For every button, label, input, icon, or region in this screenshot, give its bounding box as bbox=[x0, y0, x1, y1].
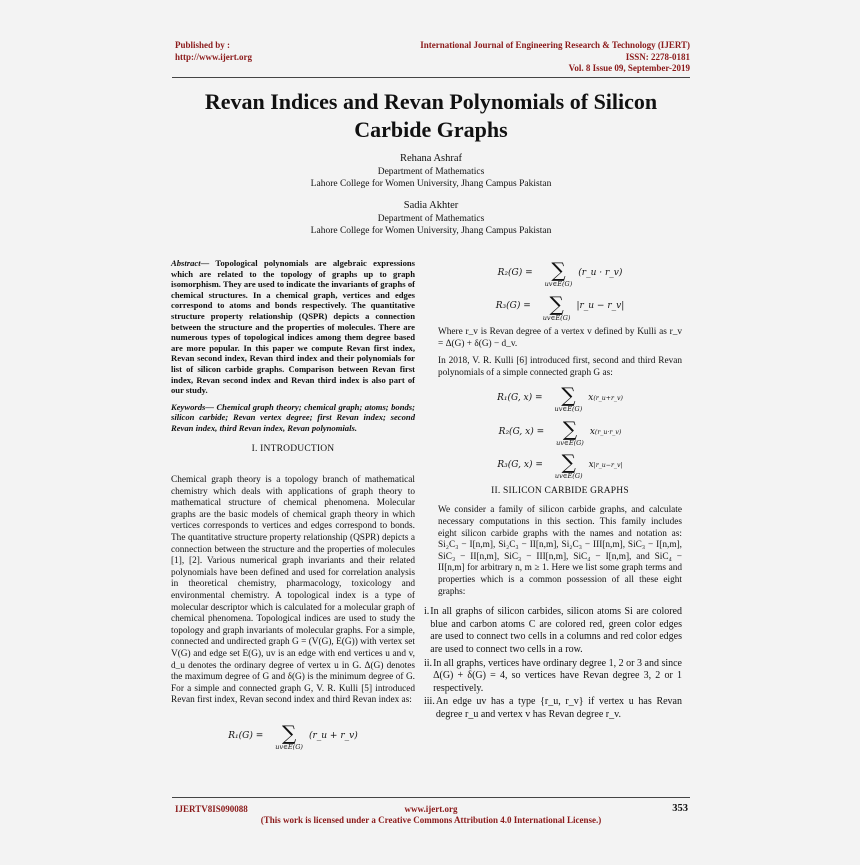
eq-lhs: R₂(G, x) = bbox=[498, 426, 545, 437]
abstract-label: Abstract— bbox=[171, 258, 210, 268]
revan-degree-definition: Where r_v is Revan degree of a vertex v defined by Kulli as r_v = Δ(G) + δ(G) − d_v. bbox=[438, 327, 682, 349]
eq-lhs: R₃(G, x) = bbox=[497, 460, 543, 471]
eq-lhs: R₂(G) = bbox=[497, 267, 533, 278]
author-name: Rehana Ashraf bbox=[399, 153, 463, 164]
eq-base: x bbox=[588, 460, 594, 471]
publisher-header bbox=[175, 40, 252, 63]
equation-revan-first-index bbox=[171, 720, 415, 751]
list-item-text: An edge uv has a type {r_u, r_v} if vertex u has Revan degree r_u and vertex v has Revan degree r_v. bbox=[435, 696, 682, 720]
author-dept: Department of Mathematics bbox=[377, 213, 485, 224]
summation-symbol: ∑ uv∈E(G) bbox=[554, 383, 583, 414]
abstract-text: Topological polynomials are algebraic expressions which are related to the topology of graphs up to graph isomorphism. They are used to indicate the invariants of graphs of chemical structures. In a chemical graph, vertices and edges correspond to atoms and bonds respectively. The quantitative structure property relationship (QSPR) depicts a connection between the structure and the properties of molecules. There are numerous types of topological indices among them degree based are more popular. In this paper we compute Revan first index, Revan second index, Revan third index and their polynomials for list of silicon carbide graphs. Comparison between Revan first index, Revan second index and Revan third index is also part of our study. bbox=[171, 258, 415, 396]
author-block-1 bbox=[172, 153, 690, 191]
list-item bbox=[424, 657, 682, 696]
equation-revan-second-polynomial bbox=[438, 416, 682, 447]
equation-revan-first-polynomial bbox=[438, 385, 682, 413]
summation-symbol: ∑ uv∈E(G) bbox=[554, 450, 583, 481]
eq-base: x bbox=[588, 393, 594, 404]
kulli-polynomials-intro: In 2018, V. R. Kulli [6] introduced first, second and third Revan polynomials of a simple connected graph G as: bbox=[438, 356, 682, 378]
title-line-1: Revan Indices and Revan Polynomials of Silicon bbox=[204, 89, 658, 114]
summation-symbol: ∑ uv∈E(G) bbox=[544, 258, 573, 288]
list-item-number: iii. bbox=[424, 696, 435, 708]
list-item-text: In all graphs, vertices have ordinary degree 1, 2 or 3 and since Δ(G) + δ(G) = 4, so vertices have Revan degree 3, 2 or 1 respectively. bbox=[433, 657, 682, 694]
keywords-text: Chemical graph theory; chemical graph; atoms; bonds; silicon carbide; Revan vertex degree; first Revan index; second Revan index, third Revan index, Revan polynomials. bbox=[171, 401, 415, 433]
author-name: Sadia Akhter bbox=[403, 200, 459, 211]
silicon-carbide-paragraph: We consider a family of silicon carbide graphs, and calculate necessary computations in this section. This family includes eight silicon carbide graphs with the names and notation as: Si₂C₃ − I[n,m], Si₂C₃ − II[n,m], Si₂C₃ − III[n,m], SiC₃ − I[n,m], SiC₃ − II[n,m], SiC₃ − III[n,m], SiC₄ − I[n,m], and SiC₄ − II[n,m] for arbitrary n, m ≥ 1. Here we list some graph terms and properties which is a common possession of all these eight graphs: bbox=[438, 505, 682, 597]
sum-subscript: uv∈E(G) bbox=[275, 742, 303, 751]
list-item bbox=[424, 606, 682, 656]
equation-revan-third-polynomial bbox=[438, 452, 682, 480]
sum-subscript: uv∈E(G) bbox=[542, 313, 571, 322]
volume-issue: Vol. 8 Issue 09, September-2019 bbox=[568, 63, 690, 73]
eq-exponent: (r_u·r_v) bbox=[594, 428, 622, 436]
page-number: 353 bbox=[672, 803, 688, 814]
sum-subscript: uv∈E(G) bbox=[554, 405, 583, 414]
published-by-label: Published by : bbox=[175, 40, 231, 50]
eq-rhs: |r_u − r_v| bbox=[576, 301, 625, 312]
list-item bbox=[424, 696, 682, 721]
sum-subscript: uv∈E(G) bbox=[554, 472, 583, 481]
header-divider bbox=[172, 77, 690, 78]
eq-rhs: (r_u + r_v) bbox=[308, 730, 358, 741]
list-item-number: ii. bbox=[424, 657, 433, 669]
issn: ISSN: 2278-0181 bbox=[625, 51, 690, 62]
eq-exponent: |r_u−r_v| bbox=[593, 462, 623, 470]
author-affiliation: Lahore College for Women University, Jhang Campus Pakistan bbox=[310, 179, 552, 189]
license-notice: (This work is licensed under a Creative Commons Attribution 4.0 International License.) bbox=[260, 815, 602, 825]
journal-header bbox=[420, 40, 690, 75]
title-line-2: Carbide Graphs bbox=[354, 117, 508, 142]
author-block-2 bbox=[172, 200, 690, 238]
eq-rhs: (r_u · r_v) bbox=[578, 267, 623, 278]
sum-subscript: uv∈E(G) bbox=[556, 438, 584, 447]
equation-revan-second-index bbox=[438, 260, 682, 288]
footer-url-link[interactable]: www.ijert.org bbox=[404, 804, 458, 814]
paper-title bbox=[172, 88, 690, 144]
list-item-text: In all graphs of silicon carbides, silicon atoms Si are colored blue and carbon atoms C are colored red, green color edges are used to connect two cells in a columns and red color edges are used to connect two cells in a row. bbox=[430, 606, 682, 655]
eq-lhs: R₃(G) = bbox=[495, 301, 531, 312]
right-column bbox=[424, 258, 682, 723]
section-heading-introduction: I. INTRODUCTION bbox=[251, 443, 335, 454]
eq-lhs: R₁(G) = bbox=[228, 730, 264, 741]
graph-properties-list bbox=[424, 606, 682, 721]
summation-symbol: ∑ uv∈E(G) bbox=[275, 720, 303, 751]
list-item-number: i. bbox=[424, 606, 430, 618]
intro-paragraph: Chemical graph theory is a topology branch of mathematical chemistry which deals with applications of graph theory to mathematical structure of chemical phenomena. Molecular graphs are the basic models of chemical graph theory in which vertices corresponds to vertices and edges correspond to bonds. The quantitative structure property relationship (QSPR) depicts a connection between the structure and the properties of molecules [1], [2]. Various numerical graph invariants and their related polynomials have been defined and used for correlation analysis in theoretical chemistry, pharmacology, toxicology and environmental chemistry. A topological index is a type of molecular descriptor which is calculated for a molecular graph of chemical phenomena. Topological indices are used to study the topology and graph invariants of molecular graphs. For a simple, connected and undirected graph G = (V(G), E(G)) with vertex set V(G) and edge set E(G), uv is an edge with end vertices u and v, d_u denotes the ordinary degree of vertex u in G. Δ(G) denotes the maximum degree of G and δ(G) is the minimum degree of G. For a simple and connected graph G, V. R. Kulli [5] introduced Revan first index, Revan second index and third Revan index as: bbox=[171, 475, 415, 706]
publisher-url-link[interactable]: http://www.ijert.org bbox=[175, 51, 252, 62]
summation-symbol: ∑ uv∈E(G) bbox=[542, 291, 571, 322]
sum-subscript: uv∈E(G) bbox=[544, 280, 573, 288]
paper-id: IJERTV8IS090088 bbox=[175, 804, 248, 814]
footer-divider bbox=[172, 797, 690, 798]
author-affiliation: Lahore College for Women University, Jhang Campus Pakistan bbox=[310, 226, 552, 236]
keywords bbox=[171, 402, 415, 434]
eq-exponent: (r_u+r_v) bbox=[593, 395, 623, 403]
keywords-label: Keywords— bbox=[171, 401, 214, 412]
equation-revan-third-index bbox=[438, 291, 682, 322]
author-dept: Department of Mathematics bbox=[377, 166, 485, 177]
section-heading-silicon-carbide: II. SILICON CARBIDE GRAPHS bbox=[491, 485, 629, 496]
journal-name: International Journal of Engineering Research & Technology (IJERT) bbox=[420, 40, 690, 50]
abstract bbox=[171, 258, 415, 396]
eq-base: x bbox=[589, 426, 595, 437]
eq-lhs: R₁(G, x) = bbox=[497, 393, 543, 404]
left-column bbox=[171, 258, 415, 756]
summation-symbol: ∑ uv∈E(G) bbox=[556, 416, 584, 447]
